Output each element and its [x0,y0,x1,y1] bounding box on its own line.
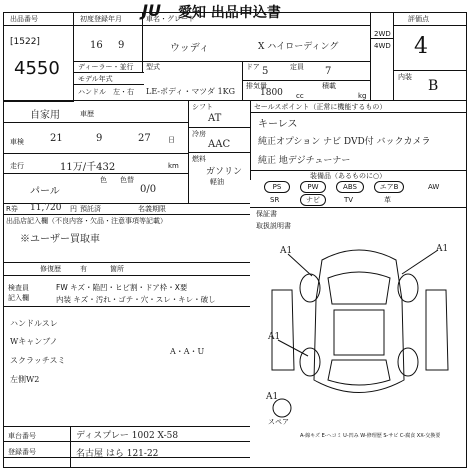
history-label: 車歴 [80,110,94,118]
history-value: 自家用 [30,110,60,121]
drive-4wd: 4WD [374,42,391,50]
model-year-label: モデル年式 [78,75,113,83]
equip-leather: 革 [384,196,391,204]
score-value: 4 [414,34,428,59]
equip-airbag: エアB [374,181,404,193]
mileage-unit: km [168,162,179,170]
mark-a1-right: A1 [436,244,449,254]
equip-abs: ABS [336,181,364,193]
mark-au: A・A・U [170,347,205,356]
recycle-value: 11,720 [30,203,62,213]
damage-legend: A-線キズ E-ヘコミ U-凹み W-修理歴 S-サビ C-腐食 XX-交換要 [300,433,441,439]
capacity-label: 定員 [290,63,304,71]
score-label: 評価点 [408,15,429,23]
manual-label: 取扱説明書 [256,222,291,230]
repair-count-label: 有 [80,265,87,273]
shift-value: AT [208,113,222,124]
mileage-label: 走行 [10,162,24,170]
car-name-value: ウッディ [170,43,209,54]
mark-a1-low: A1 [266,392,279,402]
reg-number-value: 名古屋 はら 121-22 [76,449,159,459]
displacement-value: 1800 [260,88,283,98]
inspector-note-4: 左側W2 [10,375,40,384]
mark-a1-mid: A1 [268,332,281,342]
inspector-label: 検査員 [8,284,29,292]
equipment-label: 装備品（あるものに○） [310,172,387,180]
model-code-value: LE-ボディ・マツダ 1KG [146,87,236,96]
equip-navi: ナビ [300,194,326,206]
inspector-row-2: 内装 キズ・汚れ・ゴテ・穴・スレ・キレ・破し [56,295,216,304]
lot-number: 4550 [14,58,60,79]
drive-2wd: 2WD [374,30,391,38]
sales-points-label: セールスポイント（正常に機能するもの） [254,103,387,111]
inspection-day: 27 [138,133,151,144]
fuel-value: ガソリン [206,167,243,177]
form-title: 愛知 出品申込書 [178,5,281,21]
recycle-label: R券 [6,205,18,213]
equip-tv: TV [344,196,354,204]
inspection-month: 9 [96,133,103,144]
recycle-transfer: 名義期限 [138,205,166,213]
inspection-suffix: 日 [168,136,175,144]
fuel-label: 燃料 [192,155,206,163]
repair-place-label: 箇所 [110,265,124,273]
car-name-label: 車名・グレード [146,15,195,23]
recycle-unit: 円 [70,205,77,213]
car-diagram [252,230,466,430]
plate-value: ディスプレー 1002 X-58 [76,431,179,441]
inspector-sub: 記入欄 [8,294,29,302]
inspection-year: 21 [50,133,63,144]
logo-mark: JU [142,1,161,20]
lot-label: 出品番号 [10,15,38,23]
displacement-unit: cc [296,92,304,100]
recycle-prepaid: 預託済 [80,205,101,213]
color-value: パール [30,186,60,197]
ac-label: 冷房 [192,130,206,138]
displacement-label: 排気量 [246,82,267,90]
interior-label: 内装 [398,73,412,81]
interior-value: B [428,78,439,94]
doors-label: ドア [246,63,260,71]
repair-label: 修復歴 [40,265,61,273]
inspector-note-3: スクラッチスミ [10,356,66,365]
fuel-light: 軽油 [210,178,224,186]
equip-pw: PW [300,181,326,193]
equip-aw: AW [428,183,440,191]
mark-a1-left: A1 [280,246,293,256]
model-label: 型式 [146,63,160,71]
ac-value: AAC [208,139,231,150]
color-code-label: 色替 [120,176,134,184]
lot-code: [1522] [10,37,40,47]
sales-point-2: 純正オプション ナビ DVD付 バックカメラ [258,137,431,147]
reg-number-label: 登録番号 [8,448,36,456]
inspection-label: 車検 [10,138,24,146]
notes-label: 出品店記入欄（不良内容・欠品・注意事項等記載） [6,217,167,225]
sales-point-3: 純正 地デジチューナー [258,156,351,166]
equip-sr: SR [270,196,280,204]
reg-year-label: 初度登録年月 [80,15,122,23]
inspector-row-1: FW キズ・陥凹・ヒビ割・ドア枠・X要 [56,283,188,292]
inspector-note-2: Wキャンブノ [10,337,58,346]
car-grade-value: X ハイローディング [258,42,339,52]
dealer-label: ディーラー・並行 [78,63,134,71]
load-label: 積載 [322,82,336,90]
shift-label: シフト [192,103,213,111]
color-code: 0/0 [140,184,157,195]
mark-spare: スペア [268,418,289,426]
reg-year-value: 16 [90,40,103,51]
capacity-value: 7 [325,66,332,77]
doors-value: 5 [262,66,269,77]
equip-ps: PS [264,181,290,193]
color-label: 色 [100,176,107,184]
load-unit: kg [358,92,367,100]
handle-label: ハンドル 左・右 [78,88,134,96]
inspector-note-1: ハンドルスレ [10,319,58,328]
warranty-label: 保証書 [256,210,277,218]
plate-label: 車台番号 [8,432,36,440]
notes-text: ※ユーザー買取車 [20,234,100,245]
mileage-value: 11万/千432 [60,162,116,173]
sales-point-1: キーレス [258,119,298,130]
reg-month-value: 9 [118,40,125,51]
